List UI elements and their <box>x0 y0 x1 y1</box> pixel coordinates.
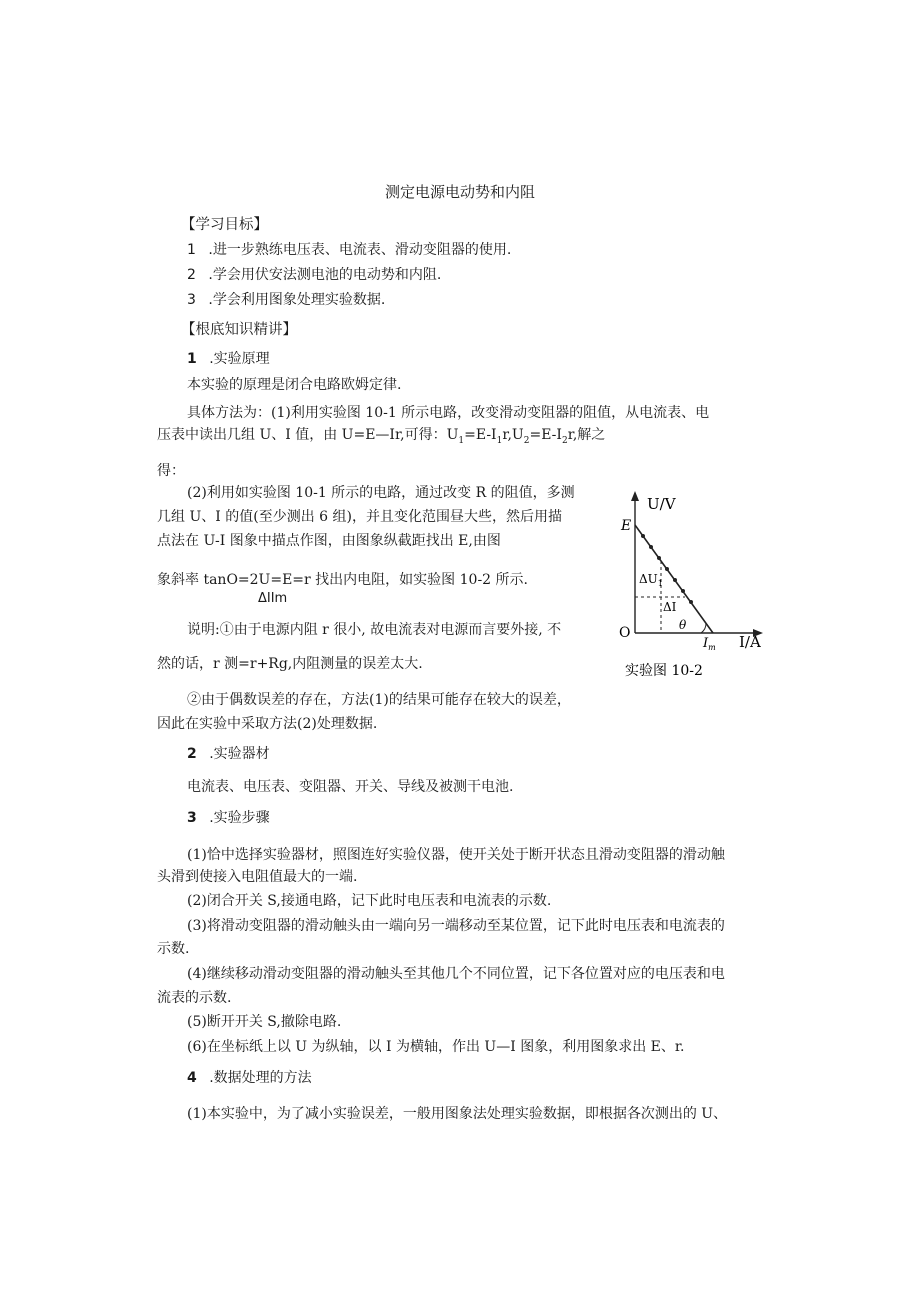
ui-graph-figure <box>605 485 795 685</box>
step-line-1: (1)恰中选择实验器材，照图连好实验仪器，使开关处于断开状态且滑动变阻器的滑动触 <box>187 847 725 863</box>
data-point <box>641 534 645 538</box>
section-header-learning-goals: 【学习目标】 <box>181 217 268 233</box>
subscript: 1 <box>458 435 465 446</box>
goal-item-3 <box>187 290 385 310</box>
x-axis-label: I/A <box>739 633 761 651</box>
e-label: E <box>621 518 632 534</box>
subscript: 2 <box>561 435 568 446</box>
subscript: 2 <box>523 435 530 446</box>
theta-label: θ <box>679 618 687 632</box>
step-line-2: 头滑到使接入电阻值最大的一端. <box>157 869 358 885</box>
section-header-basics: 【根底知识精讲】 <box>181 322 297 338</box>
goal-item-1 <box>187 240 511 260</box>
step-line-7: 流表的示数. <box>157 990 232 1006</box>
subheading-data-processing <box>187 1068 312 1088</box>
delta-u-text: ΔU <box>639 572 658 586</box>
subheading-title: .实验步骤 <box>209 810 270 826</box>
data-point <box>689 600 693 604</box>
subheading-title: .数据处理的方法 <box>209 1070 312 1086</box>
note-line-2: 然的话，r 测=r+Rg,内阻测量的误差太大. <box>157 656 423 672</box>
step-line-5: 示数. <box>157 941 190 957</box>
note2-line-1: ②由于偶数误差的存在，方法(1)的结果可能存在较大的误差， <box>187 692 571 708</box>
method-2-line-4: 象斜率 tanO=2U=E=r 找出内电阻，如实验图 10-2 所示. <box>157 572 528 588</box>
method-2-line-2: 几组 U、I 的值(至少测出 6 组)，并且变化范围昼大些，然后用描 <box>157 509 562 525</box>
y-axis-arrow <box>631 491 639 501</box>
data-point <box>657 556 661 560</box>
method-2-fraction-denominator: ΔIIm <box>258 591 288 606</box>
im-subscript: m <box>708 643 716 652</box>
subheading-number: 4 <box>187 1070 197 1086</box>
theta-arc <box>701 623 706 633</box>
step-line-6: (4)继续移动滑动变阻器的滑动触头至其他几个不同位置，记下各位置对应的电压表和电 <box>187 966 725 982</box>
figure-caption: 实验图 10-2 <box>625 663 703 679</box>
subheading-title: .实验原理 <box>209 351 270 367</box>
subscript: 1 <box>496 435 503 446</box>
goal-item-2 <box>187 265 441 285</box>
step-line-3: (2)闭合开关 S,接通电路，记下此时电压表和电流表的示数. <box>187 893 552 909</box>
step-line-9: (6)在坐标纸上以 U 为纵轴，以 I 为横轴，作出 U—I 图象，利用图象求出 E、r. <box>187 1039 685 1055</box>
page-title: 测定电源电动势和内阻 <box>385 183 536 201</box>
note-line-1: 说明:①由于电源内阻 r 很小, 故电流表对电源而言要外接, 不 <box>187 622 562 638</box>
method-1-line-2 <box>157 425 605 451</box>
data-processing-line-1: (1)本实验中，为了减小实验误差，一般用图象法处理实验数据，即根据各次测出的 U、 <box>187 1106 728 1122</box>
subheading-title: .实验器材 <box>209 746 270 762</box>
equipment-paragraph: 电流表、电压表、变阻器、开关、导线及被测干电池. <box>187 779 514 795</box>
method-1-line-3: 得： <box>157 463 185 479</box>
goal-item-number: 1 <box>187 242 196 258</box>
origin-label: O <box>619 625 631 641</box>
text-span: =E-I <box>464 427 497 443</box>
delta-i-label: ΔI <box>663 600 677 614</box>
method-1-line-1: 具体方法为：(1)利用实验图 10-1 所示电路，改变滑动变阻器的阻值，从电流表、电 <box>187 405 710 421</box>
data-point <box>665 567 669 571</box>
goal-item-text: .学会利用图象处理实验数据. <box>208 292 386 308</box>
goal-item-number: 3 <box>187 292 196 308</box>
subheading-steps <box>187 808 270 828</box>
im-label <box>702 636 716 652</box>
step-line-8: (5)断开开关 S,撤除电路. <box>187 1014 342 1030</box>
text-span: 压表中读出几组 U、I 值，由 U=E—Ir,可得：U <box>157 427 459 443</box>
y-axis-label: U/V <box>647 495 676 513</box>
note2-line-2: 因此在实验中采取方法(2)处理数据. <box>157 716 378 732</box>
subheading-number: 3 <box>187 810 197 826</box>
step-line-4: (3)将滑动变阻器的滑动触头由一端向另一端移动至某位置，记下此时电压表和电流表的 <box>187 918 725 934</box>
principle-paragraph: 本实验的原理是闭合电路欧姆定律. <box>187 377 402 393</box>
subheading-number: 1 <box>187 351 197 367</box>
data-point <box>681 589 685 593</box>
text-span: r,U <box>502 427 524 443</box>
text-span: =E-I <box>529 427 562 443</box>
goal-item-number: 2 <box>187 267 196 283</box>
text-span: r,解之 <box>567 427 606 443</box>
delta-u-label <box>639 572 663 588</box>
method-2-line-3: 点法在 U-I 图象中描点作图，由图象纵截距找出 E,由图 <box>157 533 501 549</box>
subheading-principle <box>187 349 270 369</box>
data-point <box>649 545 653 549</box>
delta-u-subscript: 1 <box>657 579 663 588</box>
subheading-number: 2 <box>187 746 197 762</box>
subheading-equipment <box>187 744 270 764</box>
data-point <box>673 578 677 582</box>
goal-item-text: .进一步熟练电压表、电流表、滑动变阻器的使用. <box>208 242 512 258</box>
method-2-line-1: (2)利用如实验图 10-1 所示的电路，通过改变 R 的阻值，多测 <box>187 485 575 501</box>
goal-item-text: .学会用伏安法测电池的电动势和内阻. <box>208 267 442 283</box>
im-text: I <box>703 636 709 651</box>
